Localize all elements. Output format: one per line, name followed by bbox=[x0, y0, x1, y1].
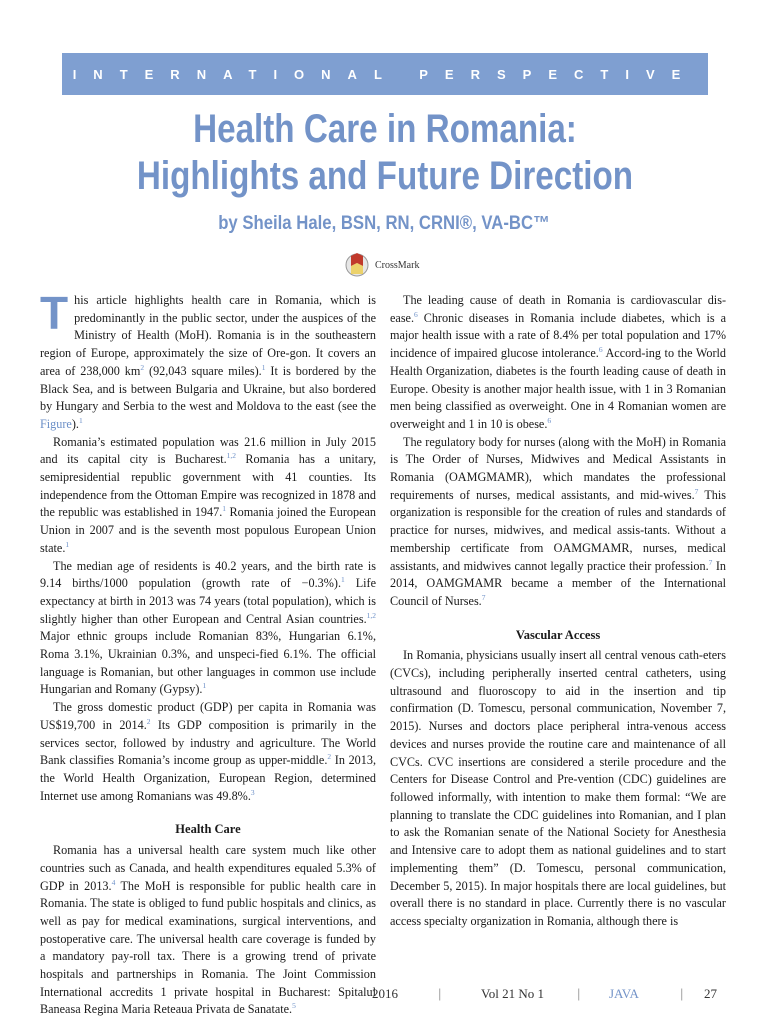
reference[interactable]: 2 bbox=[327, 752, 332, 762]
footer-divider: | bbox=[438, 986, 442, 1001]
reference[interactable]: 1,2 bbox=[226, 451, 237, 461]
left-column bbox=[40, 287, 377, 1019]
page-number: 27 bbox=[704, 986, 717, 1001]
reference[interactable]: 1 bbox=[341, 575, 345, 585]
reference[interactable]: 4 bbox=[111, 877, 116, 887]
reference[interactable]: 1 bbox=[222, 504, 226, 514]
reference[interactable]: 1 bbox=[78, 415, 83, 425]
right-column bbox=[390, 292, 726, 931]
reference[interactable]: 3 bbox=[250, 787, 255, 797]
section-banner: INTERNATIONAL PERSPECTIVE bbox=[62, 53, 708, 95]
paragraph-demographics: The median age of residents is 40.2 years, and the birth rate is 9.14 births/1000 population (growth rate of −0.3%).$^1$ Life expectancy at birth in 2013 was 74 years (total population), which is slightly higher than other European and Central Asian countries.$^{1,2}$ Major ethnic groups include Romanian 83%, Hungarian 6.1%, Roma 3.1%, Ukrainian 0.3%, and unspeci-fied 6.1%. The official language is Romanian, but other languages in common use include Hungarian and Romany (Gypsy).$^1$ bbox=[40, 558, 376, 697]
footer-divider: | bbox=[680, 986, 684, 1001]
byline: by Sheila Hale, BSN, RN, CRNI®, VA-BC™ bbox=[218, 213, 550, 234]
reference[interactable]: 6 bbox=[598, 345, 603, 355]
paragraph-intro: This article highlights health care in Romania, which is predominantly in the public sector, under the auspices of the Ministry of Health (MoH). Romania is in the southeastern region of Europe, approximately the size of Ore-gon. It covers an area of 238,000 $km^2$ (92,043 square miles).$^1$ It is bordered by the Black Sea, and is between Bulgaria and Ukraine, but also bordered by Hungary and Serbia to the west and Moldova to the east (see the Figure).$^1$ bbox=[40, 287, 376, 431]
crossmark-icon bbox=[342, 252, 372, 278]
reference[interactable]: 2 bbox=[146, 716, 151, 726]
reference[interactable]: 1 bbox=[65, 539, 70, 549]
reference[interactable]: 6 bbox=[414, 309, 418, 319]
article-title bbox=[115, 106, 655, 200]
reference[interactable]: 1 bbox=[202, 681, 207, 691]
title-line-2: Highlights and Future Direction bbox=[136, 154, 634, 198]
crossmark-badge[interactable] bbox=[342, 252, 419, 278]
crossmark-label: CrossMark bbox=[375, 259, 420, 271]
reference[interactable]: 7 bbox=[694, 486, 699, 496]
heading-health-care: Health Care bbox=[175, 822, 241, 837]
paragraph-regulatory: The regulatory body for nurses (along with the MoH) in Romania is The Order of Nurses, Midwives and Medical Assistants in Romania (OAMGMAMR), which mandates the professional requirements of nurses, medical assistants, and mid-wives.$^7$ This organization is responsible for the creation of rules and standards of practice for nurses, midwives, and medical assis-tants. Without a membership certificate from OAMGMAMR, nurses, medical assistants, and midwives cannot legally practice their profession.$^7$ In 2014, OAMGMAMR became a member of the International Council of Nurses.$^7$ bbox=[390, 434, 726, 608]
paragraph-population: Romania’s estimated population was 21.6 million in July 2015 and its capital city is Bucharest.$^{1,2}$ Romania has a unitary, semipresidential republic government with 41 counties. Its independence from the Ottoman Empire was recognized in 1878 and the republic was established in 1947.$^1$ Romania joined the European Union in 2007 and is the seventh most populous European Union state.$^1$ bbox=[40, 434, 376, 555]
reference[interactable]: 5 bbox=[292, 1001, 296, 1011]
figure-link[interactable]: Figure bbox=[40, 416, 72, 431]
paragraph-vascular-access: In Romania, physicians usually insert all central venous cath-eters (CVCs), including peripherally inserted central catheters, using ultrasound and fluoroscopy to aid in the insertion and tip confirmation (D. Tomescu, personal communication, November 7, 2015). Nurses and doctors place peripheral intra-venous access devices and nurses provide the routine care and maintenance of all CVCs. CVC insertions are considered a sterile procedure and the Centers for Disease Control and Pre-vention (CDC) guidelines are followed informally, with intention to make them formal: “We are planning to translate the CDC guidelines into Romanian, and I plan to ask the Romanian senate of the National Society for Anesthesia and Intensive care to adopt them as national guidelines and to start implementing them” (D. Tomescu, personal communication, December 5, 2015). In major hospitals there are local guidelines, but overall there is no standard in place. Currently there is no vascular access specialty organization in Romania, although there is bbox=[390, 648, 726, 928]
footer-volume: Vol 21 No 1 bbox=[481, 986, 544, 1001]
page-footer bbox=[0, 986, 768, 1006]
paragraph-health-care: Romania has a universal health care system much like other countries such as Canada, and health expenditures equaled 5.3% of GDP in 2013.$^4$ The MoH is responsible for public health care in Romania. The state is obliged to fund public hospitals and clinics, as well as pay for medical examinations, surgical interventions, and postoperative care. The universal health care coverage is funded by a mandatory pay-roll tax. There is a growing trend of private hospitals and partnerships in Romania. The Joint Commission International accredits 1 private hospital in Bucharest: Spitalul Baneasa Regina Maria Reteaua Privata de Sanatate.$^5$ bbox=[40, 843, 376, 1017]
reference[interactable]: 1 bbox=[261, 362, 266, 372]
footer-divider: | bbox=[577, 986, 581, 1001]
title-line-1: Health Care in Romania: bbox=[193, 107, 577, 151]
reference[interactable]: 7 bbox=[708, 557, 713, 567]
reference[interactable]: 1,2 bbox=[366, 610, 376, 620]
paragraph-cause-of-death: The leading cause of death in Romania is cardiovascular dis-ease.$^6$ Chronic diseases in Romania include diabetes, which is a major health issue with a rate of 8.4% per total population and 17% incidence of impaired glucose intolerance.$^6$ Accord-ing to the World Health Organization, diabetes is the fourth leading cause of death in Europe. Obesity is another major health issue, with 1 in 3 Romanian men being classified as overweight. One in 4 Romanian women are overweight and 1 in 10 is obese.$^6$ bbox=[390, 293, 726, 431]
heading-vascular-access: Vascular Access bbox=[515, 627, 601, 642]
drop-cap: T bbox=[40, 287, 69, 339]
reference[interactable]: 7 bbox=[481, 592, 486, 602]
reference[interactable]: 6 bbox=[547, 415, 552, 425]
footer-year: 2016 bbox=[372, 986, 398, 1001]
paragraph-gdp: The gross domestic product (GDP) per capita in Romania was US$19,700 in 2014.$^2$ Its GDP composition is primarily in the services sector, followed by industry and agriculture. The World Bank classifies Romania’s income group as upper-middle.$^2$ In 2013, the World Health Organization, European Region, determined Internet use among Romanians was 49.8%.$^3$ bbox=[40, 700, 377, 803]
footer-journal: JAVA bbox=[609, 986, 639, 1001]
